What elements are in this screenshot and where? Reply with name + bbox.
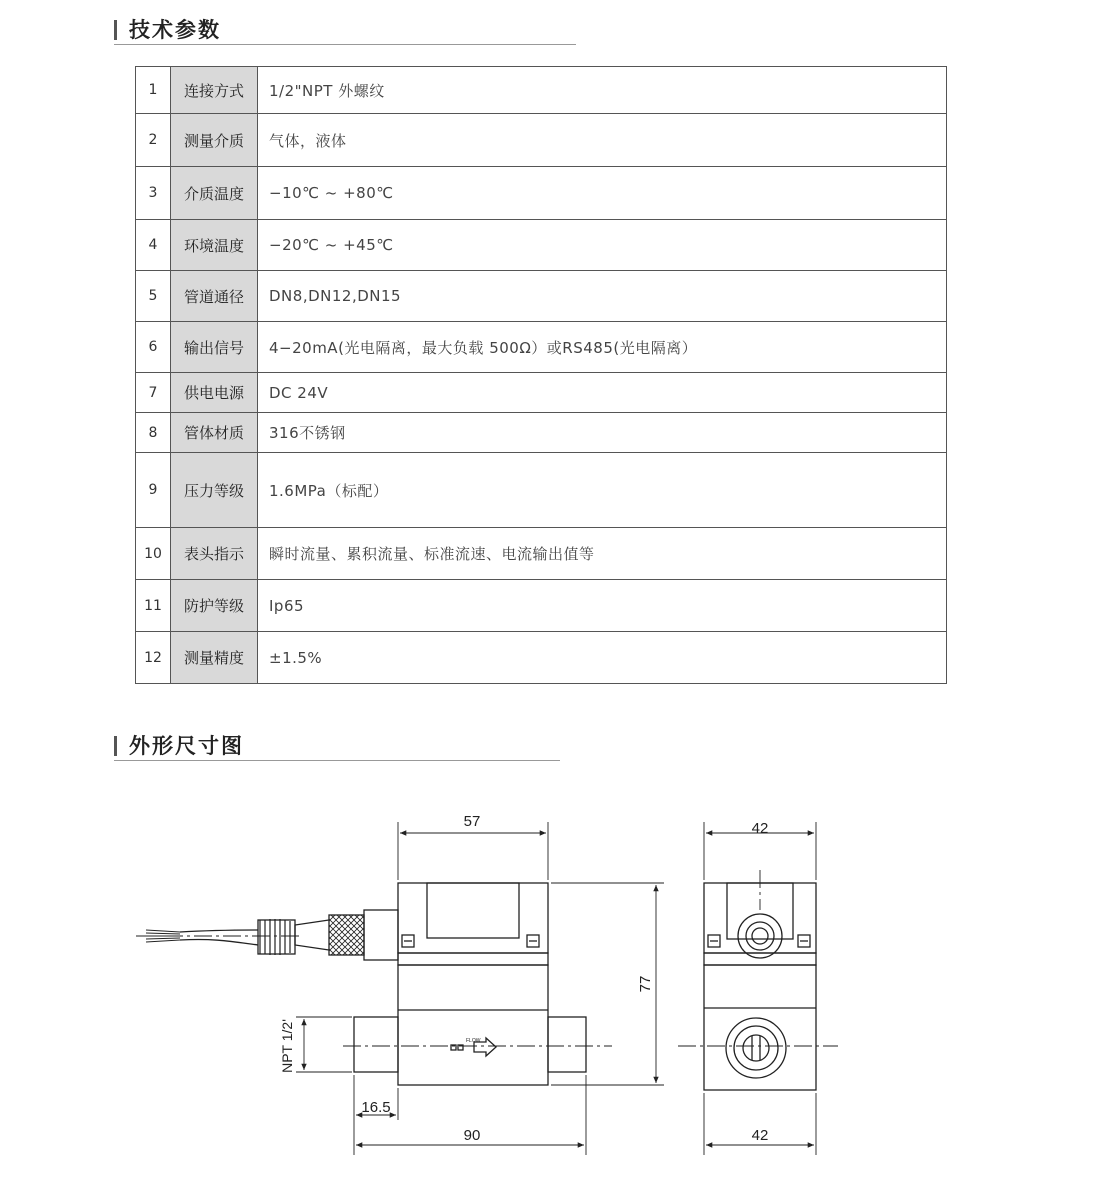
side-view (704, 883, 816, 1090)
spec-value: 316不锈钢 (258, 413, 947, 453)
spec-name: 连接方式 (171, 67, 258, 114)
spec-row (136, 632, 947, 684)
spec-row (136, 373, 947, 413)
spec-number: 5 (136, 271, 171, 322)
spec-value: 1.6MPa（标配） (258, 453, 947, 528)
title-bar (114, 20, 117, 40)
spec-row (136, 220, 947, 271)
spec-value: −10℃ ~ +80℃ (258, 167, 947, 220)
spec-number: 3 (136, 167, 171, 220)
spec-name: 测量介质 (171, 114, 258, 167)
flow-label: FLOW (466, 1038, 481, 1044)
section-title-text: 外形尺寸图 (129, 734, 244, 758)
spec-row (136, 580, 947, 632)
spec-row (136, 271, 947, 322)
spec-name: 表头指示 (171, 528, 258, 580)
spec-name: 管体材质 (171, 413, 258, 453)
spec-row (136, 67, 947, 114)
spec-name: 测量精度 (171, 632, 258, 684)
spec-number: 9 (136, 453, 171, 528)
spec-value: DN8,DN12,DN15 (258, 271, 947, 322)
title-underline (114, 44, 576, 45)
front-housing-top (398, 883, 548, 953)
dim-42-bottom-label: 42 (751, 1127, 769, 1144)
front-body (398, 965, 548, 1085)
front-view (146, 883, 586, 1085)
spec-number: 11 (136, 580, 171, 632)
section-title-dimensions (114, 730, 244, 760)
title-underline (114, 760, 560, 761)
spec-name: 压力等级 (171, 453, 258, 528)
spec-name: 管道通径 (171, 271, 258, 322)
spec-number: 12 (136, 632, 171, 684)
spec-value: ±1.5% (258, 632, 947, 684)
spec-name: 输出信号 (171, 322, 258, 373)
dim-42-top-label: 42 (751, 820, 769, 837)
section-title-tech-params (114, 14, 221, 44)
spec-row (136, 453, 947, 528)
spec-value: 4−20mA(光电隔离，最大负载 500Ω）或RS485(光电隔离） (258, 322, 947, 373)
spec-row (136, 114, 947, 167)
spec-value: DC 24V (258, 373, 947, 413)
spec-name: 介质温度 (171, 167, 258, 220)
spec-value: Ip65 (258, 580, 947, 632)
dim-77-label: 77 (637, 975, 654, 993)
spec-value: 瞬时流量、累积流量、标准流速、电流输出值等 (258, 528, 947, 580)
spec-number: 2 (136, 114, 171, 167)
pipe-end-right (548, 1017, 586, 1072)
spec-table (135, 66, 947, 684)
spec-row (136, 322, 947, 373)
spec-value: 1/2"NPT 外螺纹 (258, 67, 947, 114)
dim-16-5-label: 16.5 (361, 1099, 391, 1116)
spec-number: 8 (136, 413, 171, 453)
title-bar (114, 736, 117, 756)
spec-value: 气体，液体 (258, 114, 947, 167)
spec-row (136, 528, 947, 580)
spec-row (136, 413, 947, 453)
spec-value: −20℃ ~ +45℃ (258, 220, 947, 271)
dim-90-label: 90 (463, 1127, 481, 1144)
spec-number: 10 (136, 528, 171, 580)
dim-npt-label: NPT 1/2' (279, 1019, 295, 1073)
spec-name: 防护等级 (171, 580, 258, 632)
section-title-text: 技术参数 (129, 18, 221, 42)
dimension-drawing (0, 770, 1103, 1190)
spec-name: 供电电源 (171, 373, 258, 413)
dim-57-label: 57 (463, 813, 481, 830)
cable-connector (364, 910, 398, 960)
spec-number: 4 (136, 220, 171, 271)
spec-number: 6 (136, 322, 171, 373)
spec-name: 环境温度 (171, 220, 258, 271)
spec-row (136, 167, 947, 220)
spec-number: 7 (136, 373, 171, 413)
spec-number: 1 (136, 67, 171, 114)
pipe-end-left (354, 1017, 398, 1072)
